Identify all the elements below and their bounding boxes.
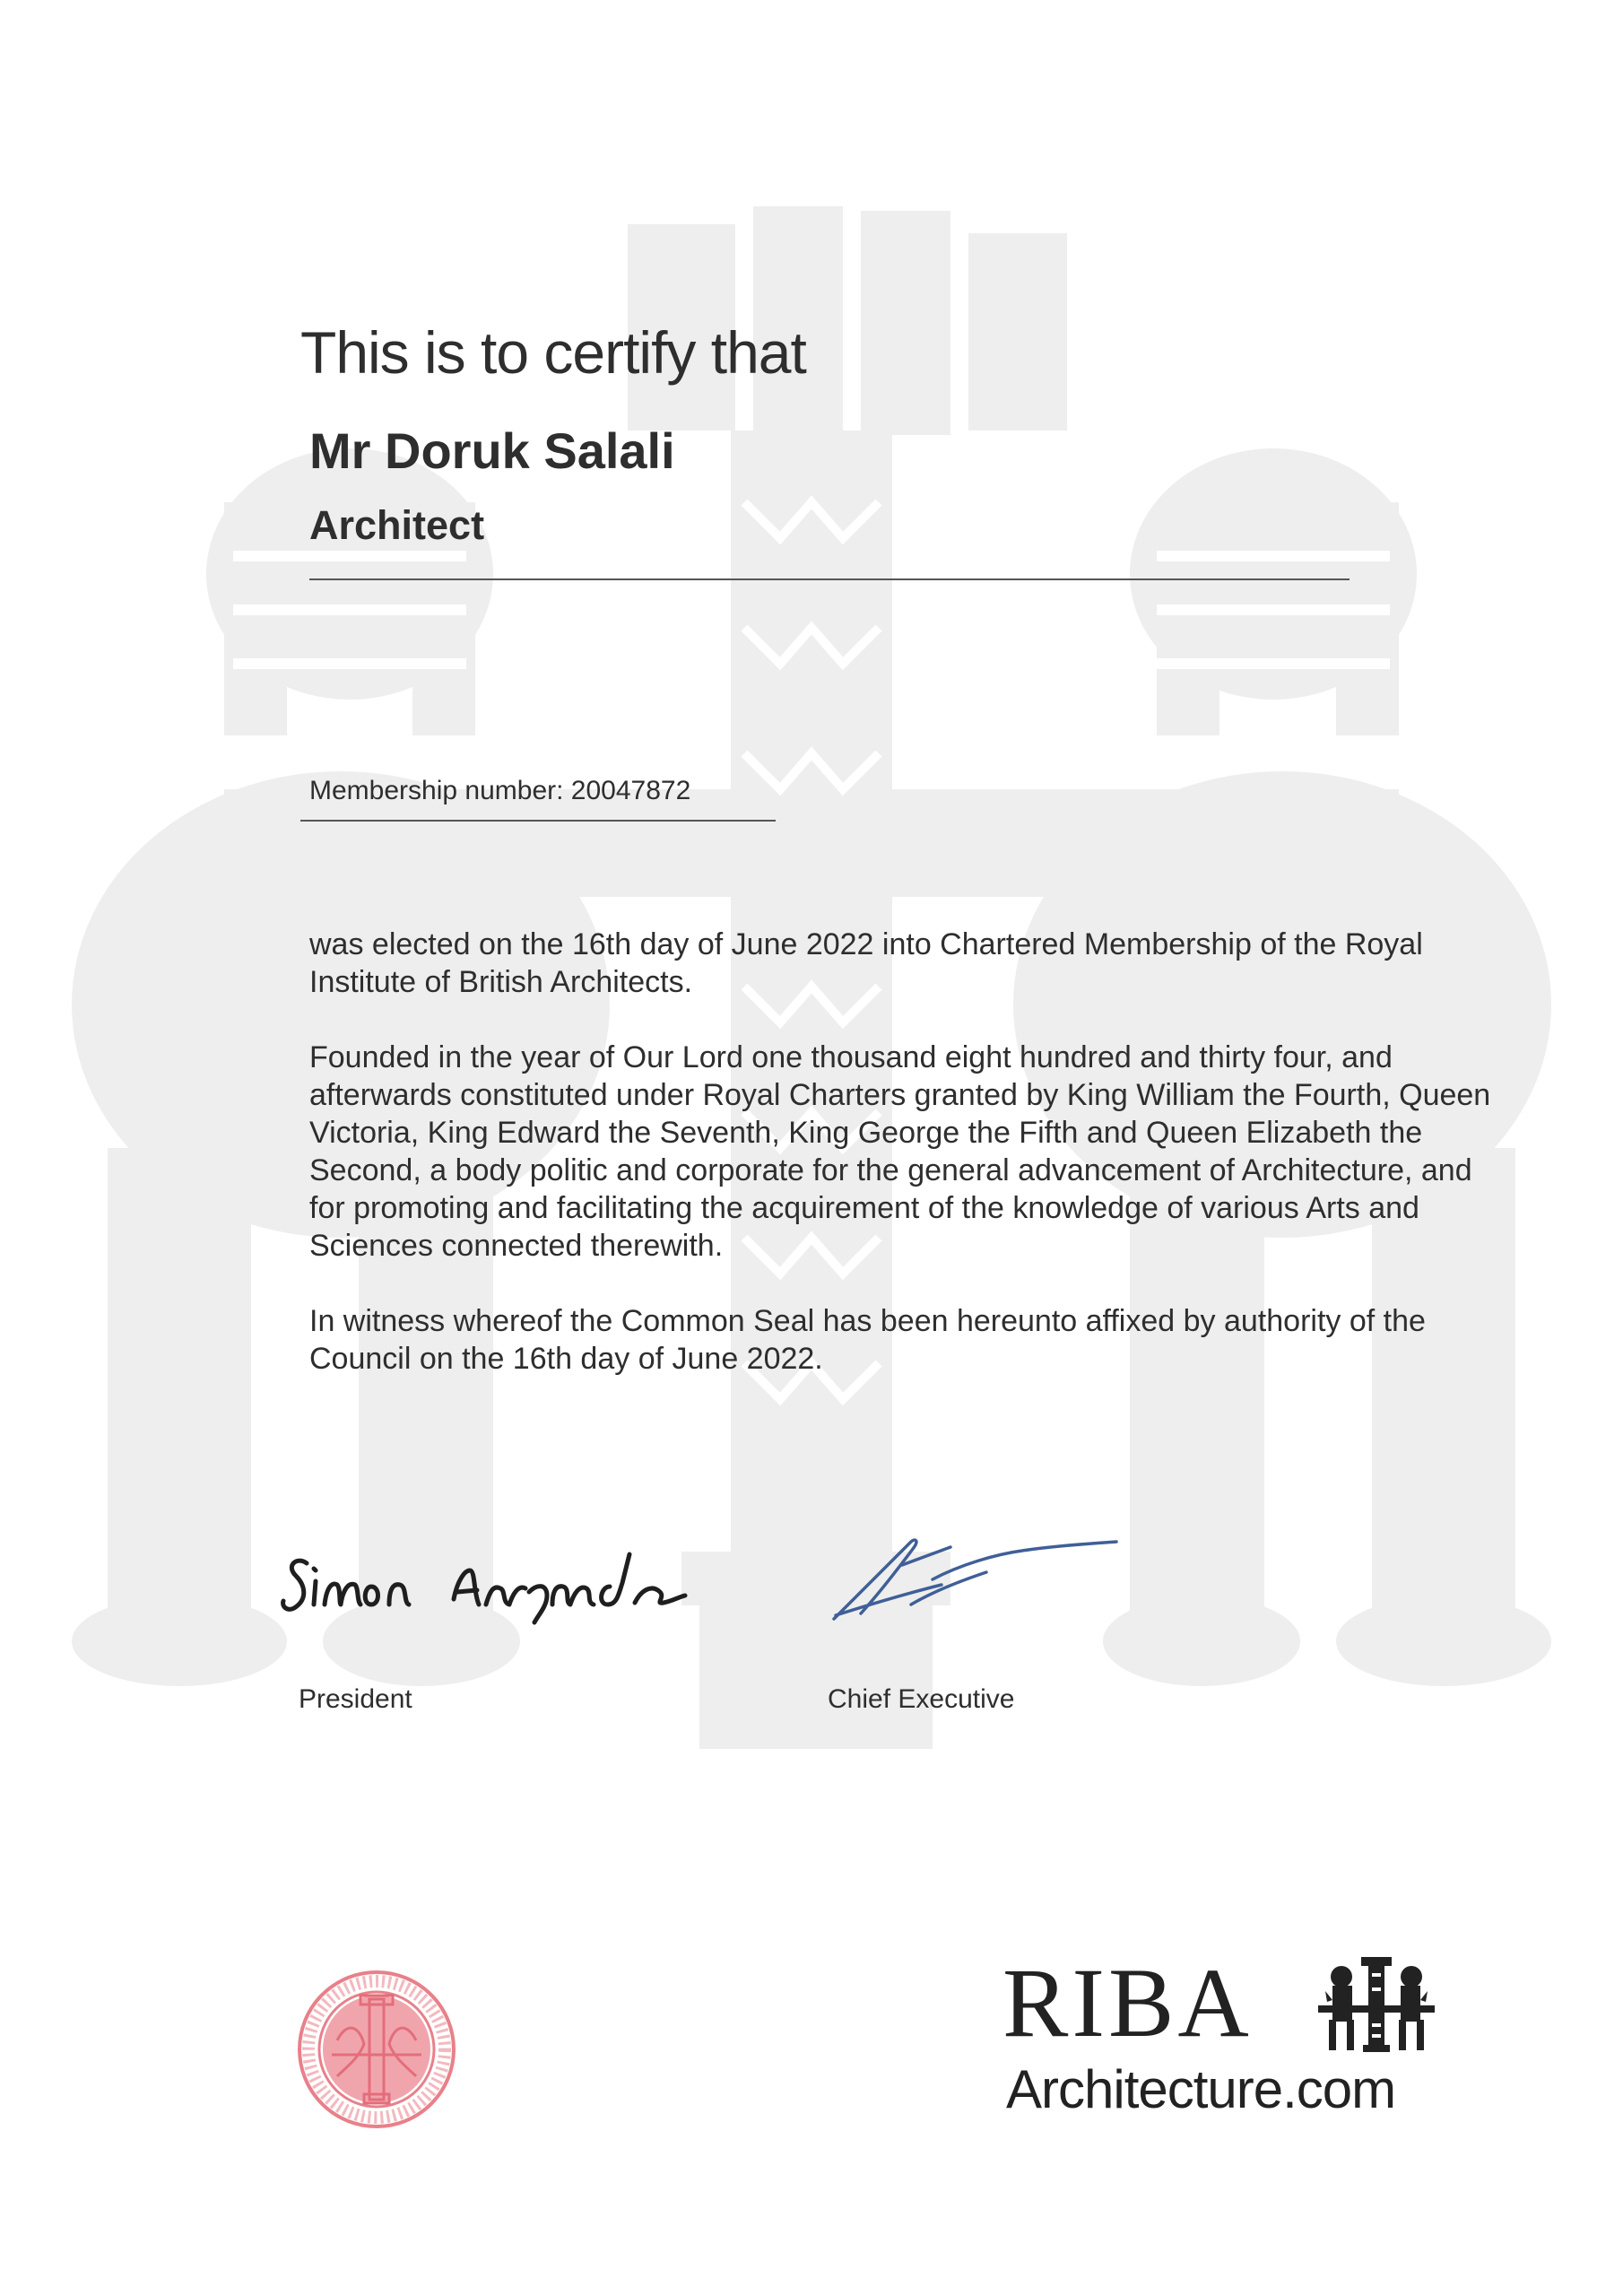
riba-logo-wordmark: RIBA [1002, 1948, 1253, 2057]
president-label: President [299, 1684, 412, 1714]
member-name: Mr Doruk Salali [309, 422, 675, 479]
witness-paragraph: In witness whereof the Common Seal has been hereunto affixed by authority of the Council on the 16th day of June 2022. [309, 1304, 1426, 1376]
ceo-signature [825, 1529, 1121, 1628]
president-signature [278, 1529, 690, 1628]
member-title: Architect [309, 502, 485, 548]
charter-paragraph: Founded in the year of Our Lord one thousand eight hundred and thirty four, and afterwards constituted under Royal Charters granted by King William the Fourth, Queen Victoria, King Edward the Seventh, King George the Fifth and Queen Elizabeth the Second, a body politic and corporate for the general advancement of Architecture, and for promoting and facilitating the acquirement of the knowledge of various Arts and Sciences connected therewith. [309, 1040, 1491, 1263]
election-paragraph: was elected on the 16th day of June 2022 into Chartered Membership of the Royal Institute of British Architects. [309, 927, 1423, 999]
divider-line [309, 578, 1350, 580]
membership-underline [300, 820, 776, 822]
riba-website: Architecture.com [1006, 2059, 1396, 2119]
chief-executive-label: Chief Executive [828, 1684, 1015, 1714]
riba-crest-icon [1309, 1955, 1444, 2054]
certificate-headline: This is to certify that [300, 319, 806, 386]
riba-common-seal-icon [296, 1969, 457, 2130]
membership-number: Membership number: 20047872 [309, 776, 691, 805]
